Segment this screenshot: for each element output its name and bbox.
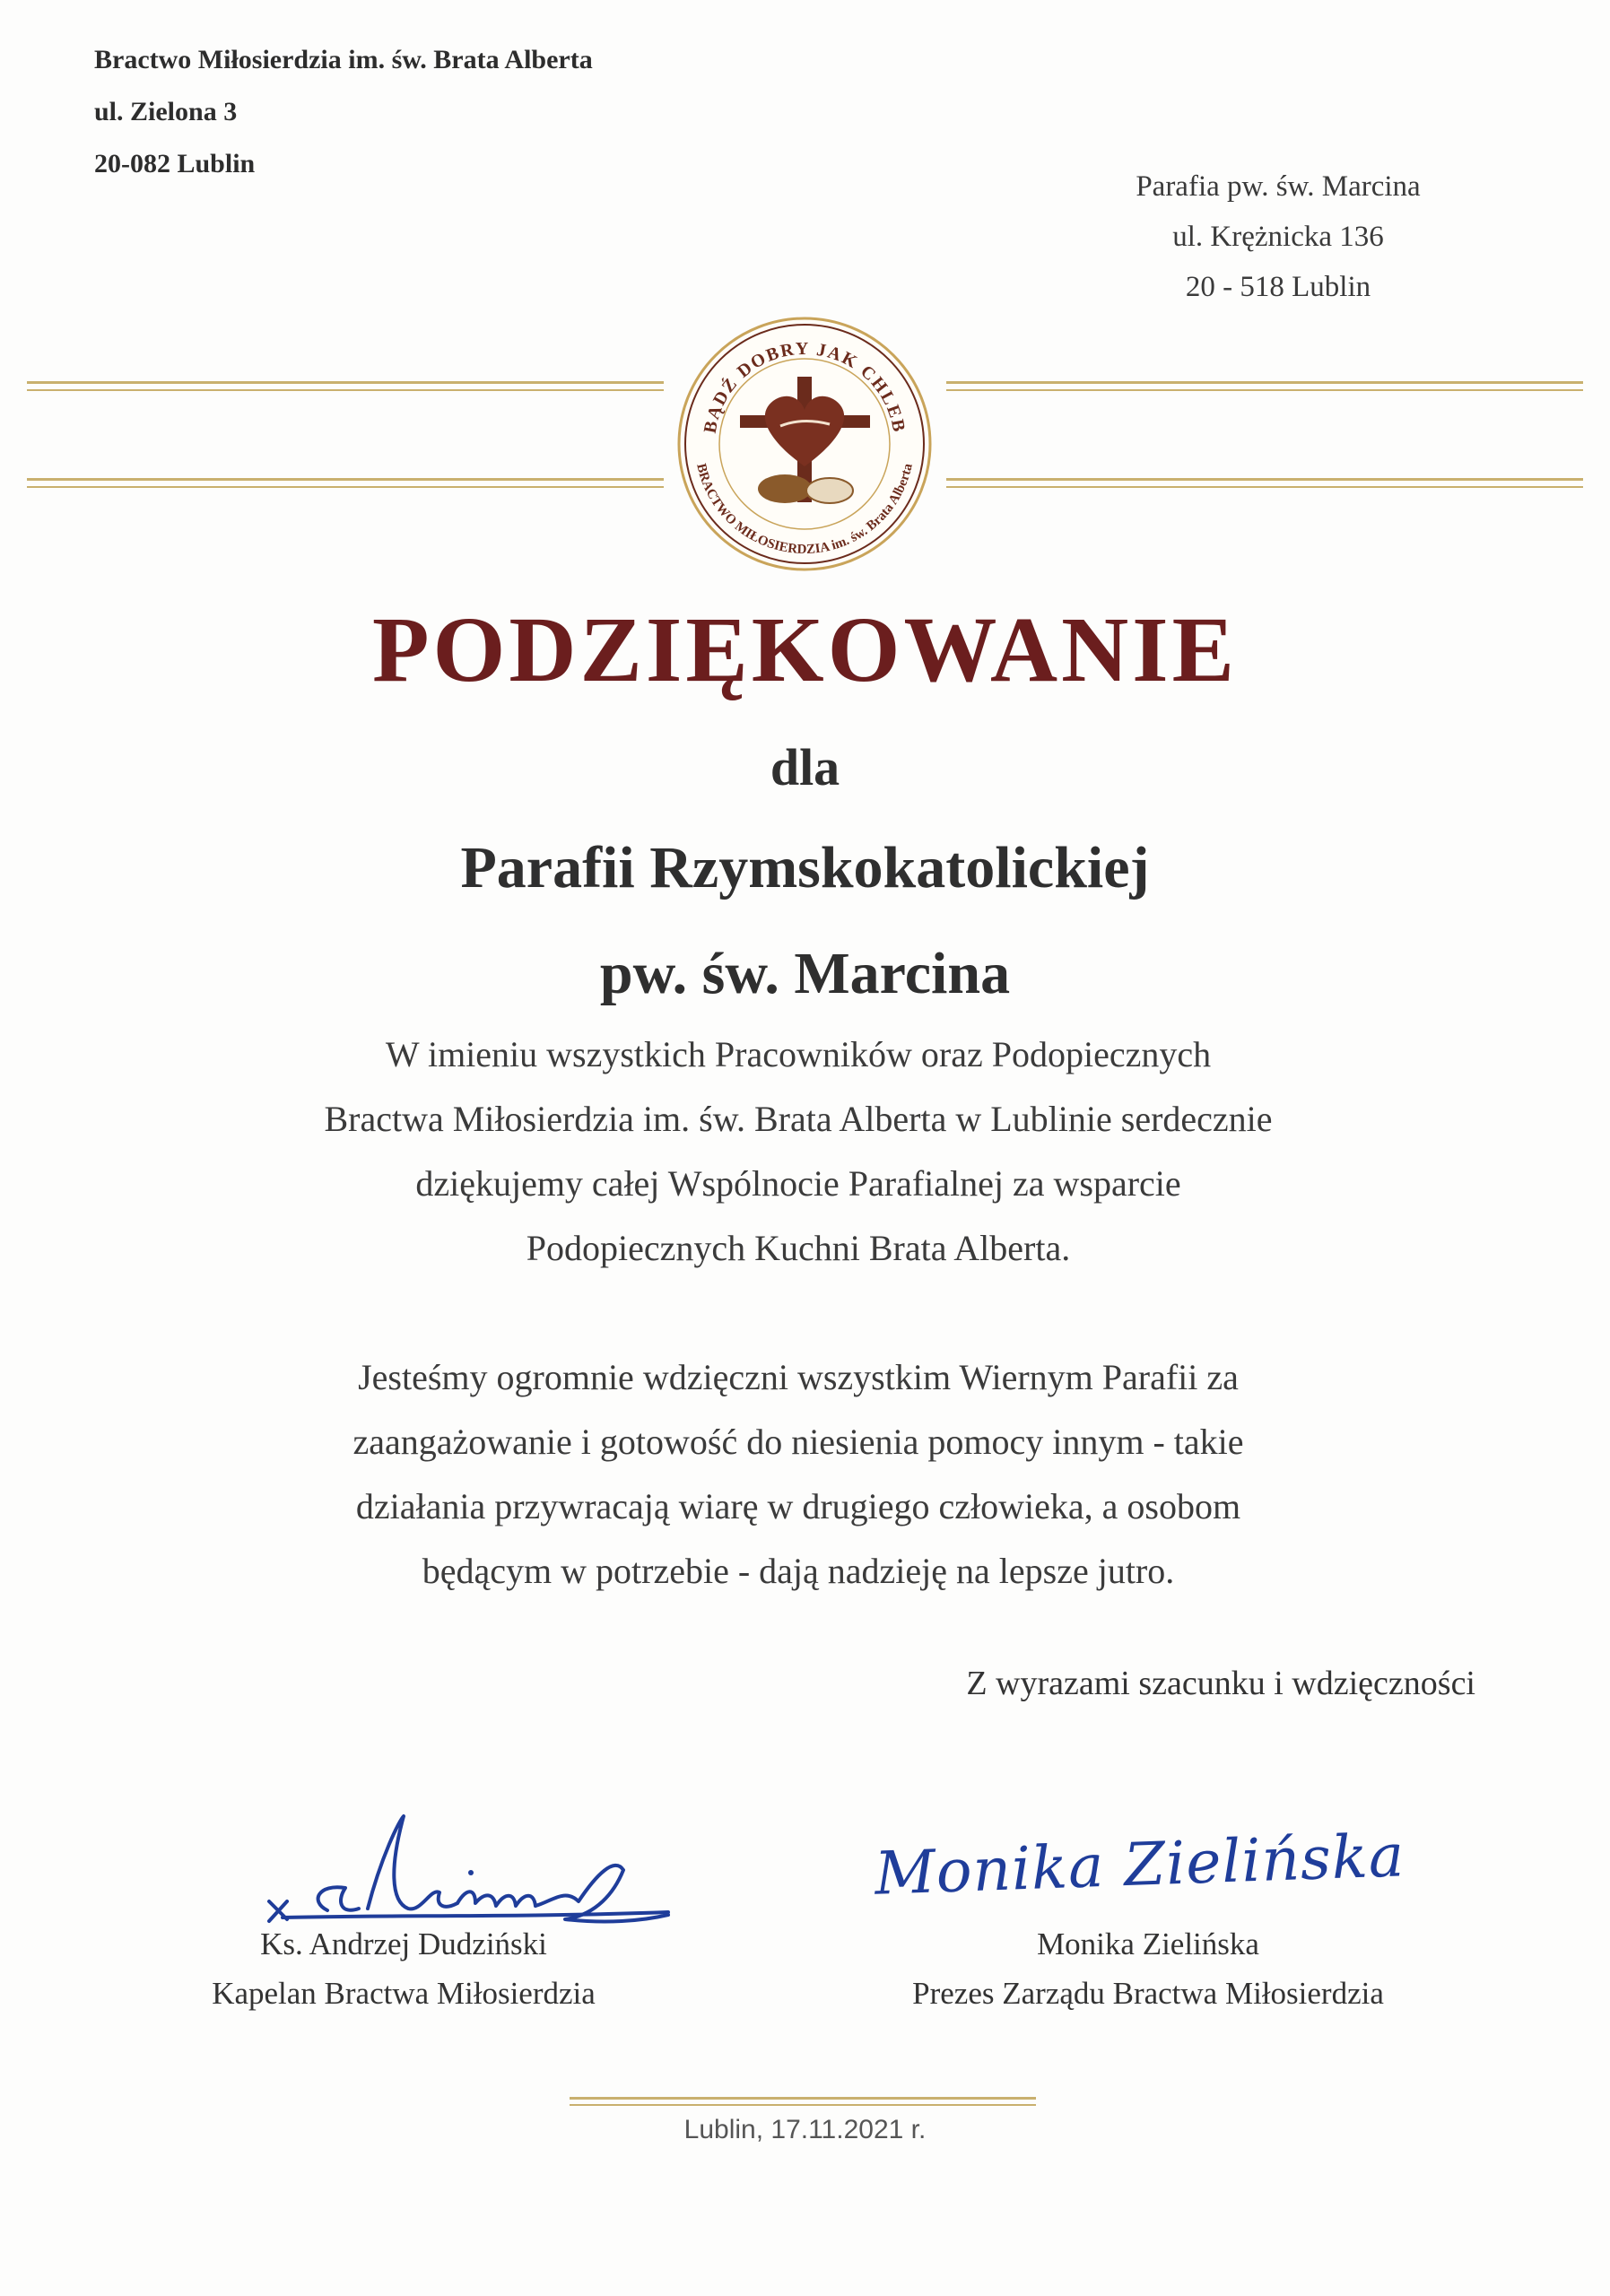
heading-recipient-line1: Parafii Rzymskokatolickiej bbox=[460, 835, 1150, 900]
gold-rule-footer-2 bbox=[570, 2104, 1036, 2106]
closing-phrase: Z wyrazami szacunku i wdzięczności bbox=[966, 1665, 1475, 1702]
recipient-city: 20 - 518 Lublin bbox=[1185, 271, 1371, 303]
sender-address bbox=[94, 34, 593, 190]
gold-rule-mid-left-1 bbox=[27, 478, 664, 481]
gold-rule-mid-right-1 bbox=[946, 478, 1583, 481]
gold-rule-top-right-1 bbox=[946, 381, 1583, 384]
body-paragraph-1 bbox=[161, 1022, 1435, 1281]
signatory-name: Ks. Andrzej Dudziński bbox=[260, 1926, 547, 1961]
signature-zielinska: Monika Zielińska bbox=[873, 1821, 1406, 1909]
recipient-name: Parafia pw. św. Marcina bbox=[1136, 170, 1421, 203]
heading-recipient-line2: pw. św. Marcina bbox=[599, 941, 1011, 1006]
body-line: W imieniu wszystkich Pracowników oraz Podopiecznych bbox=[385, 1034, 1212, 1074]
signatory-right bbox=[807, 1919, 1489, 2018]
sender-city: 20-082 Lublin bbox=[94, 149, 256, 178]
gold-rule-top-left-2 bbox=[27, 389, 664, 391]
gold-rule-footer-1 bbox=[570, 2097, 1036, 2100]
body-line: Bractwa Miłosierdzia im. św. Brata Alberta w Lublinie serdecznie bbox=[324, 1099, 1273, 1139]
sender-name: Bractwo Miłosierdzia im. św. Brata Alberta bbox=[94, 45, 593, 74]
signatory-role: Kapelan Bractwa Miłosierdzia bbox=[212, 1976, 596, 2011]
gold-rule-mid-right-2 bbox=[946, 486, 1583, 488]
body-line: działania przywracają wiarę w drugiego człowieka, a osobom bbox=[355, 1486, 1241, 1526]
place-and-date: Lublin, 17.11.2021 r. bbox=[683, 2115, 927, 2144]
gold-rule-mid-left-2 bbox=[27, 486, 664, 488]
signatory-left bbox=[126, 1919, 682, 2018]
document-title: PODZIĘKOWANIE bbox=[371, 598, 1239, 701]
signatory-name: Monika Zielińska bbox=[1037, 1926, 1259, 1961]
body-line: dziękujemy całej Wspólnocie Parafialnej za wsparcie bbox=[415, 1163, 1181, 1204]
body-line: Podopiecznych Kuchni Brata Alberta. bbox=[526, 1228, 1071, 1268]
recipient-street: ul. Krężnicka 136 bbox=[1172, 221, 1384, 253]
gold-rule-top-left-1 bbox=[27, 381, 664, 384]
logo-top-text: BĄDŹ DOBRY JAK CHLEB bbox=[700, 338, 909, 435]
sender-street: ul. Zielona 3 bbox=[94, 97, 238, 126]
heading-dla: dla bbox=[770, 738, 840, 796]
body-paragraph-2 bbox=[161, 1345, 1435, 1604]
logo-bottom-text: BRACTWO MIŁOSIERDZIA im. św. Brata Alberta bbox=[693, 462, 916, 558]
signatory-role: Prezes Zarządu Bractwa Miłosierdzia bbox=[912, 1976, 1384, 2011]
body-line: będącym w potrzebie - dają nadzieję na lepsze jutro. bbox=[422, 1551, 1175, 1591]
bread-icon bbox=[758, 474, 812, 503]
body-line: Jesteśmy ogromnie wdzięczni wszystkim Wiernym Parafii za bbox=[358, 1357, 1239, 1397]
recipient-address bbox=[1063, 161, 1493, 312]
body-line: zaangażowanie i gotowość do niesienia pomocy innym - takie bbox=[352, 1422, 1244, 1462]
gold-rule-top-right-2 bbox=[946, 389, 1583, 391]
signature-dudzinski bbox=[256, 1803, 686, 1937]
bractwo-logo-seal bbox=[659, 309, 951, 578]
